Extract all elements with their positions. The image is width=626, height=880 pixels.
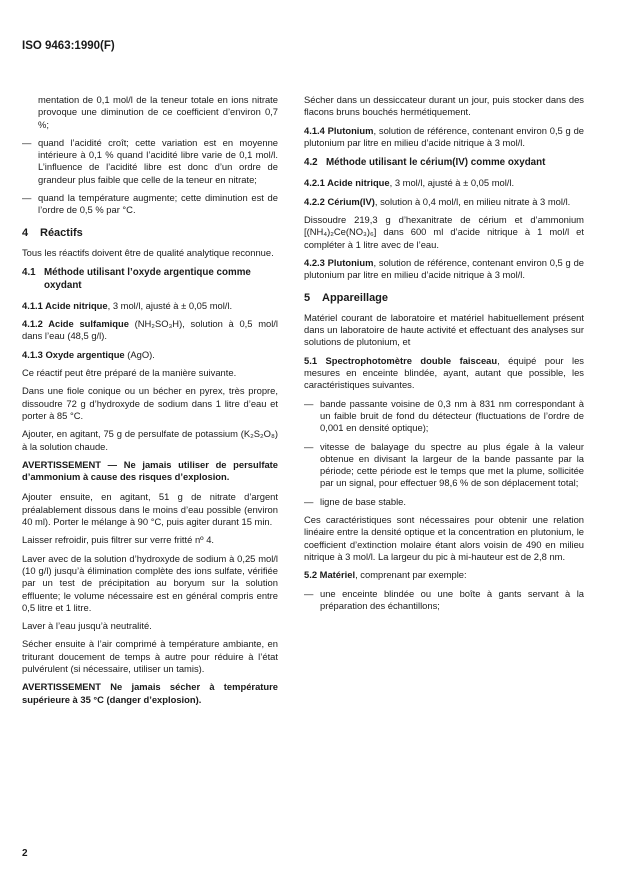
clause-4-2-1: 4.2.1 Acide nitrique, 3 mol/l, ajusté à ± 0,05 mol/l.	[304, 177, 515, 189]
list-item: — quand la température augmente; cette diminution est de l’ordre de 0,5 % par °C.	[22, 192, 278, 216]
section-heading-4: 4 Réactifs	[22, 226, 83, 239]
paragraph: Ce réactif peut être préparé de la manière suivante.	[22, 367, 237, 379]
clause-4-2-2: 4.2.2 Cérium(IV), solution à 0,4 mol/l, en milieu nitrate à 3 mol/l.	[304, 195, 571, 207]
clause-4-1-3: 4.1.3 Oxyde argentique (AgO).	[22, 348, 155, 360]
continued-paragraph: mentation de 0,1 mol/l de la teneur totale en ions nitrate provoque une diminution de ce coefficient d’environ 0,7 %;	[38, 94, 278, 130]
paragraph: Laver à l’eau jusqu’à neutralité.	[22, 620, 152, 632]
paragraph: Laver avec de la solution d’hydroxyde de sodium à 0,25 mol/l (10 g/l) jusqu’à élimination complète des ions sulfate, vérifiée par un test de précipitation au boryum sur la solution effluente; le volume nécessaire est en général compris entre 0,5 litre et 1 litre.	[22, 552, 278, 613]
left-column	[22, 94, 278, 714]
paragraph: Sécher ensuite à l’air comprimé à température ambiante, en triturant doucement de temps à autre pour réduire à l’état pulvérulent (si nécessaire, utiliser un tamis).	[22, 638, 278, 674]
paragraph: Ces caractéristiques sont nécessaires pour obtenir une relation linéaire entre la densité optique et la concentration en plutonium, le coefficient d’extinction molaire étant alors voisin de 490 en milieu nitrique à 3 mol/l. La largeur du pic à mi-hauteur est de 2,8 nm.	[304, 514, 584, 562]
clause-5-2: 5.2 Matériel, comprenant par exemple:	[304, 569, 467, 581]
right-column	[304, 94, 584, 618]
paragraph: Dans une fiole conique ou un bécher en pyrex, très propre, dissoudre 72 g d’hydroxyde de sodium dans 1 litre d’eau et porter à 85 °C.	[22, 385, 278, 421]
warning-text: AVERTISSEMENT Ne jamais sécher à température supérieure à 35 °C (danger d’explosion).	[22, 681, 278, 705]
paragraph: Ajouter, en agitant, 75 g de persulfate de potassium (K₂S₂O₈) à la solution chaude.	[22, 428, 278, 452]
clause-4-1-1: 4.1.1 Acide nitrique, 3 mol/l, ajusté à ± 0,05 mol/l.	[22, 299, 233, 311]
paragraph: Dissoudre 219,3 g d’hexanitrate de cérium et d’ammonium [(NH₄)₂Ce(NO₃)₆] dans 600 ml d’acide nitrique à 1 mol/l et compléter à 1 litre avec de l’eau.	[304, 214, 584, 250]
paragraph: Sécher dans un dessiccateur durant un jour, puis stocker dans des flacons bruns bouchés hermétiquement.	[304, 94, 584, 118]
paragraph: Tous les réactifs doivent être de qualité analytique reconnue.	[22, 246, 274, 258]
page-number: 2	[22, 848, 28, 859]
list-item: — quand l’acidité croît; cette variation est en moyenne intérieure à 0,1 % quand l’acidité libre varie de 0,1 mol/l. L’influence de l’acidité libre est donc d’un ordre de grandeur plus faible que celle de la teneur en nitrate;	[22, 136, 278, 185]
clause-4-2-3: 4.2.3 Plutonium, solution de référence, contenant environ 0,5 g de plutonium par litre en milieu d’acide nitrique à 3 mol/l.	[304, 256, 584, 281]
section-heading-5: 5 Appareillage	[304, 291, 389, 304]
warning-text: AVERTISSEMENT — Ne jamais utiliser de persulfate d’ammonium à cause des risques d’explosion.	[22, 458, 278, 483]
document-header: ISO 9463:1990(F)	[22, 40, 115, 52]
clause-4-1-4: 4.1.4 Plutonium, solution de référence, contenant environ 0,5 g de plutonium par litre en milieu d’acide nitrique à 3 mol/l.	[304, 124, 584, 148]
list-item: — ligne de base stable.	[304, 495, 407, 507]
clause-5-1: 5.1 Spectrophotomètre double faisceau, équipé pour les mesures en enceinte blindée, ayant, autant que possible, les caractéristiques suivantes.	[304, 354, 584, 391]
list-item: — vitesse de balayage du spectre au plus égale à la valeur obtenue en divisant la largeur de la bande passante par la période; cette période est le temps que met la plume, sollicitée par un signal, pour effectuer 98,6 % de son déplacement total;	[304, 440, 584, 489]
subsection-heading-4-2: 4.2 Méthode utilisant le cérium(IV) comme oxydant	[304, 157, 546, 169]
clause-4-1-2: 4.1.2 Acide sulfamique (NH₂SO₃H), solution à 0,5 mol/l dans l’eau (48,5 g/l).	[22, 318, 278, 342]
paragraph: Laisser refroidir, puis filtrer sur verre fritté nº 4.	[22, 534, 215, 546]
list-item: — bande passante voisine de 0,3 nm à 831 nm correspondant à un faible bruit de fond du détecteur (fluctuations de l’ordre de 0,001 en densité optique);	[304, 397, 584, 434]
subsection-heading-4-1: 4.1 Méthode utilisant l’oxyde argentique comme oxydant	[22, 267, 251, 291]
paragraph: Matériel courant de laboratoire et matériel habituellement présent dans un laboratoire de haute activité et effectuant des analyses sur solutions de plutonium, et	[304, 311, 584, 348]
paragraph: Ajouter ensuite, en agitant, 51 g de nitrate d’argent préalablement dissous dans le moins d’eau possible (environ 40 ml). Porter le mélange à 90 °C, puis agiter durant 15 min.	[22, 491, 278, 528]
list-item: — une enceinte blindée ou une boîte à gants servant à la préparation des échantillons;	[304, 587, 584, 611]
